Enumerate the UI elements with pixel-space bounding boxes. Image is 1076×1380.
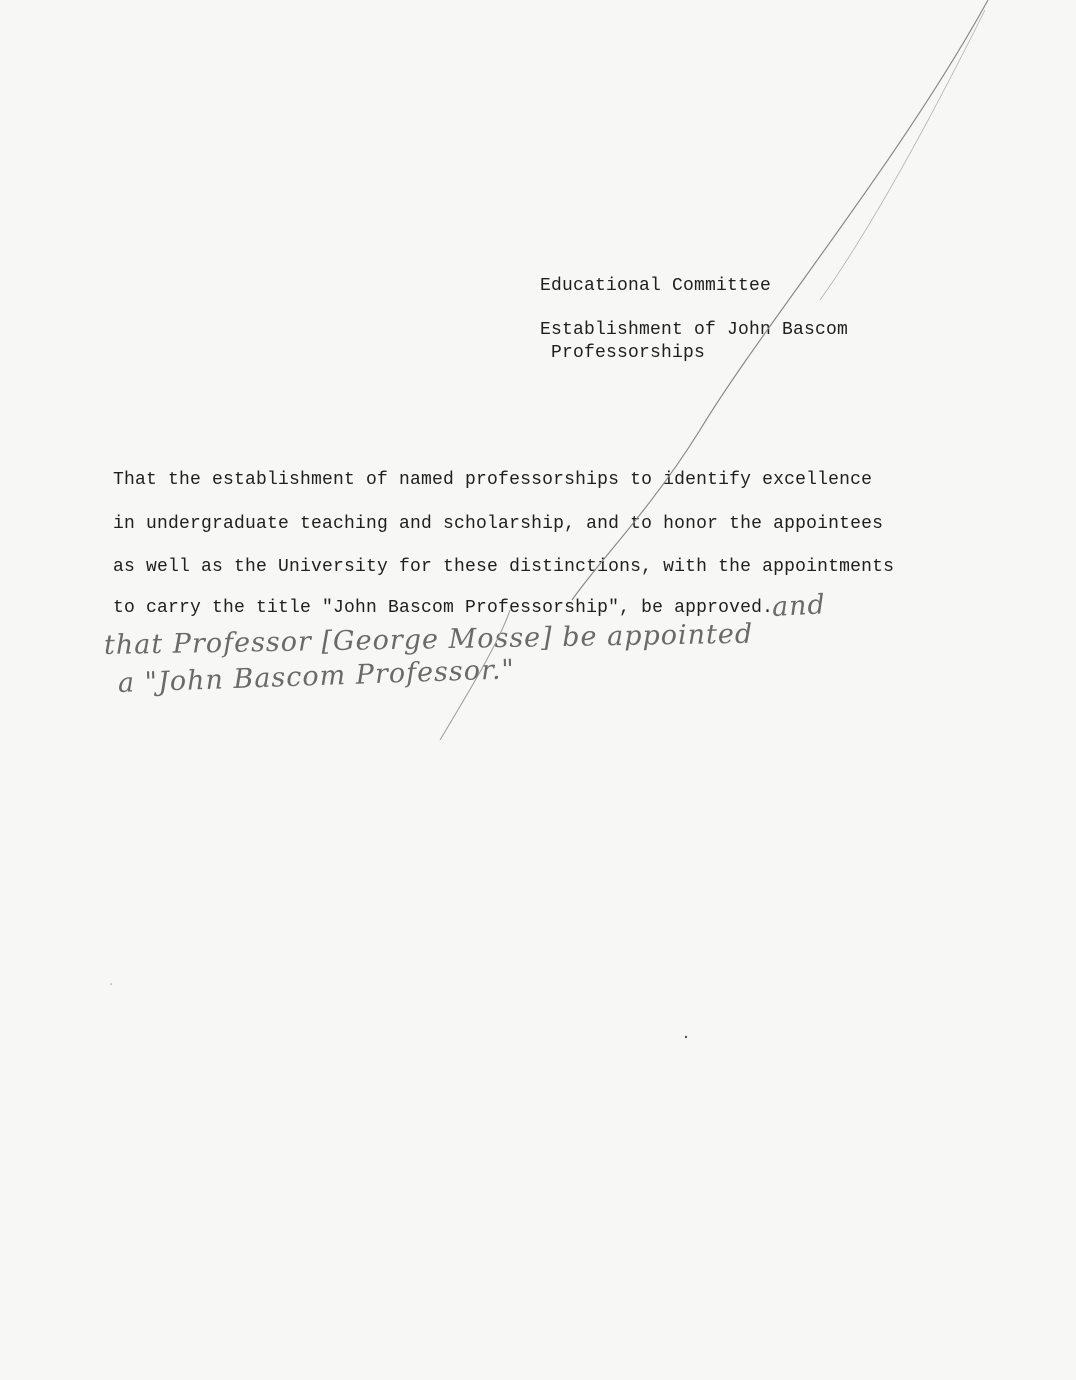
resolution-line-3: as well as the University for these distinctions, with the appointments <box>113 557 895 577</box>
resolution-line-2: in undergraduate teaching and scholarship, and to honor the appointees <box>113 514 884 534</box>
paper-speck <box>685 1036 687 1038</box>
handwritten-note-line-3: a "John Bascom Professor." <box>117 654 516 699</box>
pencil-diagonal-stroke <box>572 0 988 600</box>
subject-line-2: Professorships <box>551 343 706 363</box>
paper-speck <box>110 983 112 985</box>
subject-line-1: Establishment of John Bascom <box>540 320 849 340</box>
pencil-faint-stroke <box>820 10 985 300</box>
resolution-line-1: That the establishment of named professorships to identify excellence <box>113 470 873 490</box>
resolution-line-4: to carry the title "John Bascom Professorship", be approved. <box>113 598 774 618</box>
handwritten-note-line-1: and <box>771 589 827 623</box>
handwritten-note-line-2: that Professor [George Mosse] be appointed <box>103 618 754 661</box>
committee-heading: Educational Committee <box>540 276 772 296</box>
